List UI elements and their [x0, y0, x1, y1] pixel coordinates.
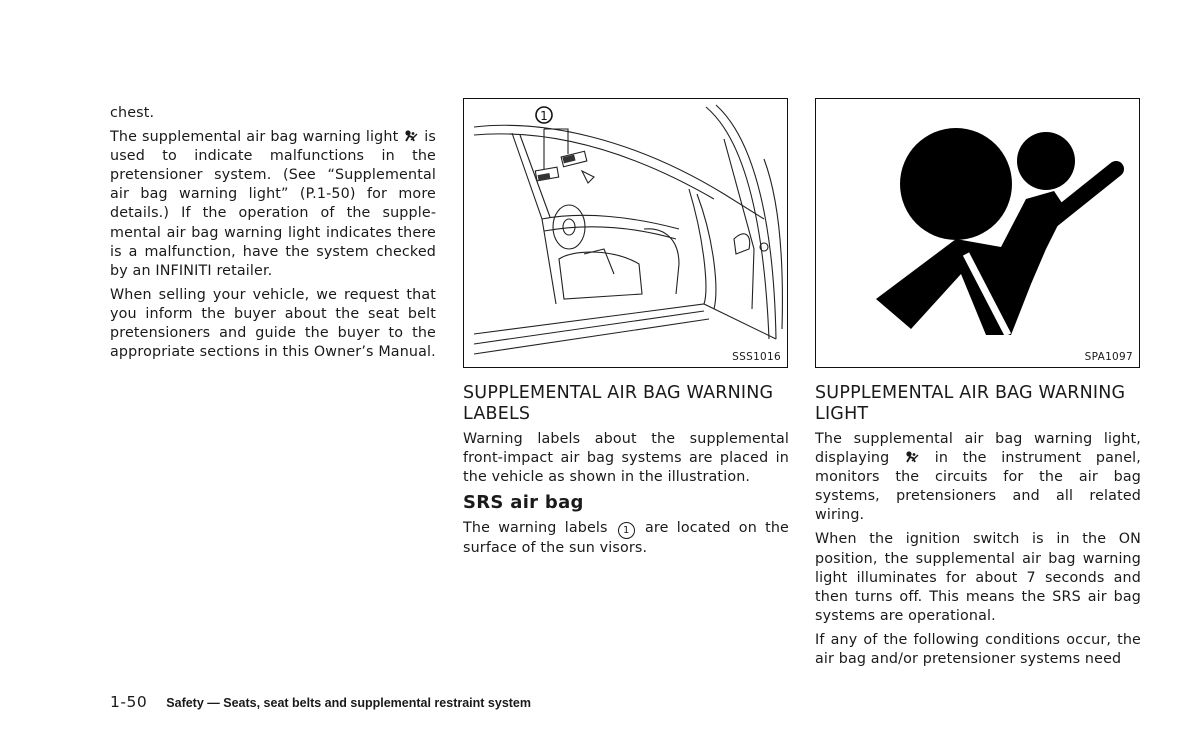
airbag-warning-icon: [403, 129, 419, 143]
paragraph-text-end: are located on the surface of the sun visors.: [463, 520, 789, 557]
airbag-warning-icon: [904, 450, 920, 464]
callout-reference-1: 1: [618, 522, 635, 539]
paragraph-text-start: The supplemental air bag warning light, displaying: [815, 431, 1141, 467]
callout-number: 1: [540, 109, 548, 123]
figure-code: SPA1097: [1084, 351, 1133, 363]
figure-code: SSS1016: [732, 351, 781, 363]
paragraph-text-start: The warning labels: [463, 520, 608, 537]
paragraph-text-end: in the instrument panel, monitors the circuits for the air bag systems, pretensioners and all related wiring.: [815, 450, 1141, 524]
page-number: 1-50: [110, 693, 148, 711]
paragraph-ignition-on: When the ignition switch is in the ON position, the supplemental air bag warning light illuminates for about 7 seconds and then turns off. This means the SRS air bag systems are operational.: [815, 531, 1141, 624]
airbag-warning-symbol-illustration: [815, 98, 1140, 368]
car-interior-drawing: [464, 99, 786, 366]
paragraph-warning-light: [110, 128, 436, 281]
section-heading-light: SUPPLEMENTAL AIR BAG WARNING LIGHT: [815, 383, 1126, 424]
paragraph-selling-vehicle: When selling your vehicle, we request that you inform the buyer about the seat belt pretensioners and guide the buyer to the appropriate sections in this Owner’s Manual.: [110, 286, 436, 361]
right-column: [815, 383, 1141, 674]
airbag-symbol-icon: [816, 99, 1138, 366]
section-heading-labels: SUPPLEMENTAL AIR BAG WARNING LABELS: [463, 383, 774, 424]
footer-section-title: Safety — Seats, seat belts and supplemental restraint system: [166, 696, 532, 710]
paragraph-warning-labels: Warning labels about the supplemental front-impact air bag systems are placed in the vehicle as shown in the illustration.: [463, 431, 789, 486]
car-interior-illustration: [463, 98, 788, 368]
paragraph-displaying: [815, 430, 1141, 525]
middle-column: [463, 383, 789, 563]
paragraph-chest: chest.: [110, 105, 155, 121]
paragraph-text-start: The supplemental air bag warning light: [110, 129, 399, 146]
paragraph-sun-visors: [463, 519, 789, 558]
left-column: [110, 104, 436, 367]
subheading-srs-air-bag: SRS air bag: [463, 492, 584, 514]
paragraph-conditions: If any of the following conditions occur, the air bag and/or pretensioner systems need: [815, 631, 1141, 668]
page-footer: [110, 692, 531, 711]
paragraph-text-end: is used to indicate malfunctions in the pretensioner system. (See “Supplemental air bag warning light” (P.1-50) for more details.) If the operation of the supplemental air bag warning light indicates there is a malfunction, have the system checked by an INFINITI retailer.: [110, 129, 437, 279]
